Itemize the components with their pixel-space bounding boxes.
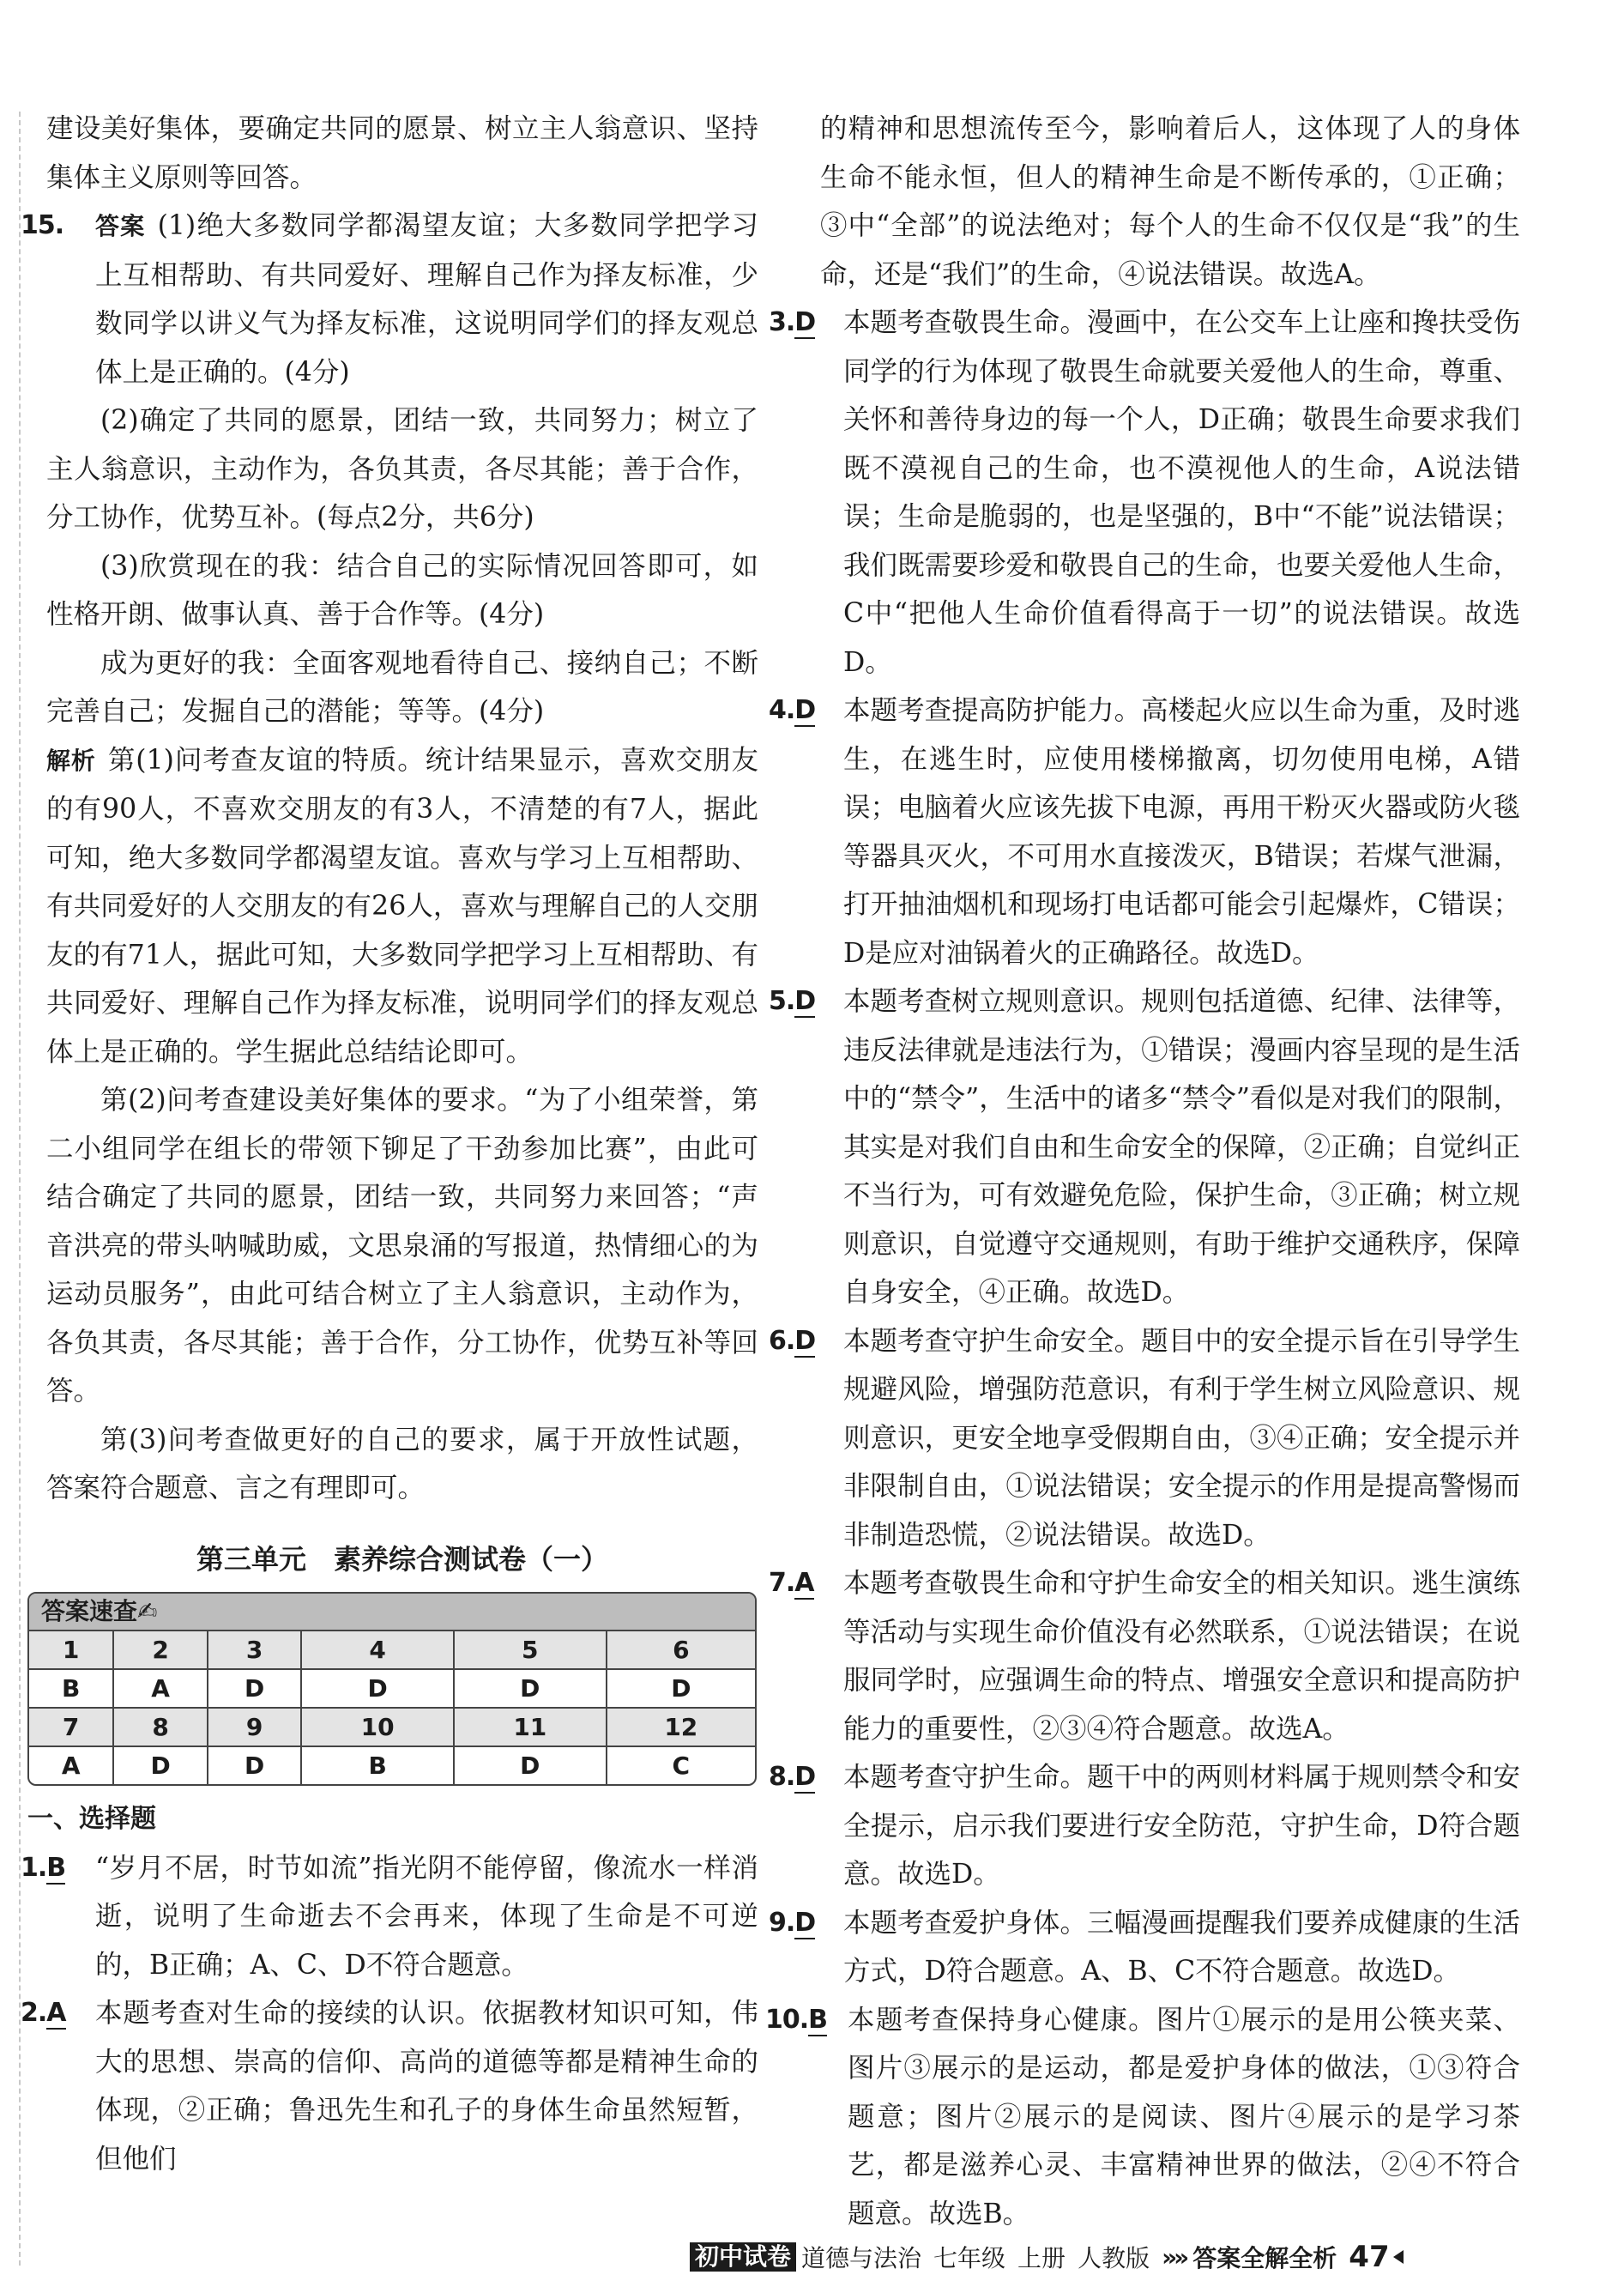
- table-cell: D: [454, 1669, 607, 1708]
- q2-continuation: 的精神和思想流传至今，影响着后人，这体现了人的身体生命不能永恒，但人的精神生命是不断传承的，①正确；③中“全部”的说法绝对；每个人的生命不仅仅是“我”的生命，还是“我们”的生命，④说法错误。故选A。: [820, 113, 1520, 290]
- table-cell: D: [454, 1746, 607, 1784]
- question-explanation: 本题考查提高防护能力。高楼起火应以生命为重，及时逃生，在逃生时，应使用楼梯撤离，切勿使用电梯，A错误；电脑着火应该先拔下电源，再用干粉灭火器或防火毯等器具灭火，不可用水直接泼灭，B错误；若煤气泄漏，打开抽油烟机和现场打电话都可能会引起爆炸，C错误；D是应对油锅着火的正确路径。故选D。: [843, 695, 1520, 969]
- brand-logo: 初中试卷: [690, 2242, 796, 2272]
- question-15: [21, 202, 758, 396]
- answer-letter: B: [46, 1852, 66, 1883]
- table-cell: 4: [301, 1631, 454, 1669]
- table-cell: 6: [607, 1631, 755, 1669]
- answer-letter: A: [46, 1998, 66, 2028]
- table-cell: 7: [29, 1708, 113, 1746]
- table-row: [29, 1746, 755, 1784]
- question-explanation: 本题考查守护生命。题干中的两则材料属于规则禁令和安全提示，启示我们要进行安全防范，守护生命，D符合题意。故选D。: [843, 1762, 1520, 1890]
- answer-letter: B: [808, 2004, 828, 2035]
- answer-tag: 答案: [95, 212, 146, 240]
- answer-grid: [29, 1630, 755, 1784]
- question-explanation: 本题考查爱护身体。三幅漫画提醒我们要养成健康的生活方式，D符合题意。A、B、C不符合题意。故选D。: [843, 1907, 1520, 1987]
- table-cell: 8: [113, 1708, 208, 1746]
- analysis-tag: 解析: [46, 746, 96, 775]
- answer-letter: D: [794, 986, 816, 1016]
- right-column: [765, 105, 1520, 2238]
- table-cell: 9: [208, 1708, 302, 1746]
- question-explanation: 本题考查对生命的接续的认识。依据教材知识可知，伟大的思想、崇高的信仰、高尚的道德等都是精神生命的体现，②正确；鲁迅先生和孔子的身体生命虽然短暂，但他们: [95, 1998, 758, 2175]
- question-explanation: 本题考查敬畏生命和守护生命安全的相关知识。逃生演练等活动与实现生命价值没有必然联系，①说法错误；在说服同学时，应强调生命的特点、增强安全意识和提高防护能力的重要性，②③④符合题意。故选A。: [843, 1568, 1520, 1745]
- question-explanation: 本题考查守护生命安全。题目中的安全提示旨在引导学生规避风险，增强防范意识，有利于学生树立风险意识、规则意识，更安全地享受假期自由，③④正确；安全提示并非限制自由，①说法错误；安全提示的作用是提高警惕而非制造恐慌，②说法错误。故选D。: [843, 1325, 1520, 1551]
- question-7: [769, 1559, 1520, 1753]
- column-divider: [19, 112, 21, 2266]
- question-number: 8.D: [769, 1762, 816, 1792]
- table-cell: 10: [301, 1708, 454, 1746]
- question-explanation: 本题考查敬畏生命。漫画中，在公交车上让座和搀扶受伤同学的行为体现了敬畏生命就要关爱他人的生命，尊重、关怀和善待身边的每一个人，D正确；敬畏生命要求我们既不漠视自己的生命，也不漠视他人的生命，A说法错误；生命是脆弱的，也是坚强的，B中“不能”说法错误；我们既需要珍爱和敬畏自己的生命，也要关爱他人生命，C中“把他人生命价值看得高于一切”的说法错误。故选D。: [843, 307, 1520, 678]
- answer-letter: D: [794, 1762, 816, 1792]
- question-2: [21, 1989, 758, 2183]
- table-cell: D: [301, 1669, 454, 1708]
- answer-quick-title: 答案速查✍: [29, 1594, 755, 1630]
- question-explanation: 本题考查保持身心健康。图片①展示的是用公筷夹菜、图片③展示的是运动，都是爱护身体的做法，①③符合题意；图片②展示的是阅读、图片④展示的是学习茶艺，都是滋养心灵、丰富精神世界的做法，②④不符合题意。故选B。: [848, 2004, 1520, 2230]
- question-number: 3.D: [769, 307, 816, 337]
- question-number: 5.D: [769, 986, 816, 1016]
- question-number: 15.: [21, 210, 64, 240]
- q15-answer-part3: (3)欣赏现在的我：结合自己的实际情况回答即可，如性格开朗、做事认真、善于合作等。(4分): [46, 550, 758, 630]
- table-cell: D: [208, 1746, 302, 1784]
- question-explanation: 本题考查树立规则意识。规则包括道德、纪律、法律等，违反法律就是违法行为，①错误；漫画内容呈现的是生活中的“禁令”，生活中的诸多“禁令”看似是对我们的限制，其实是对我们自由和生命安全的保障，②正确；自觉纠正不当行为，可有效避免危险，保护生命，③正确；树立规则意识，自觉遵守交通规则，有助于维护交通秩序，保障自身安全，④正确。故选D。: [843, 986, 1520, 1308]
- question-4: [769, 687, 1520, 977]
- table-row: [29, 1708, 755, 1746]
- section-title: 一、选择题: [27, 1803, 156, 1834]
- q15-analysis-3: 第(3)问考查做更好的自己的要求，属于开放性试题，答案符合题意、言之有理即可。: [46, 1424, 758, 1503]
- answer-letter: A: [794, 1568, 814, 1598]
- footer-edition: 人教版: [1078, 2244, 1150, 2272]
- table-cell: D: [607, 1669, 755, 1708]
- answer-quick-table: [27, 1592, 757, 1786]
- question-number: 9.D: [769, 1907, 816, 1938]
- answer-letter: D: [794, 695, 816, 725]
- q15-answer-part4: 成为更好的我：全面客观地看待自己、接纳自己；不断完善自己；发掘自己的潜能；等等。(4分): [46, 647, 758, 727]
- page-number: 47: [1349, 2240, 1390, 2274]
- question-5: [769, 977, 1520, 1317]
- question-number: 10.B: [765, 2004, 828, 2035]
- question-number: 2.A: [21, 1998, 66, 2028]
- table-cell: 5: [454, 1631, 607, 1669]
- q15-analysis-2: 第(2)问考查建设美好集体的要求。“为了小组荣誉，第二小组同学在组长的带领下铆足了干劲参加比赛”，由此可结合确定了共同的愿景，团结一致，共同努力来回答；“声音洪亮的带头呐喊助威，文思泉涌的写报道，热情细心的为运动员服务”，由此可结合树立了主人翁意识，主动作为，各负其责，各尽其能；善于合作，分工协作，优势互补等回答。: [46, 1085, 758, 1407]
- question-explanation: “岁月不居，时节如流”指光阴不能停留，像流水一样消逝，说明了生命逝去不会再来，体现了生命是不可逆的，B正确；A、C、D不符合题意。: [95, 1852, 758, 1981]
- page-footer: [690, 2238, 1404, 2276]
- answer-letter: D: [794, 1325, 816, 1356]
- table-cell: 1: [29, 1631, 113, 1669]
- table-cell: B: [301, 1746, 454, 1784]
- question-number: 6.D: [769, 1325, 816, 1356]
- q15-answer-part1: (1)绝大多数同学都渴望友谊；大多数同学把学习上互相帮助、有共同爱好、理解自己作为择友标准，少数同学以讲义气为择友标准，这说明同学们的择友观总体上是正确的。(4分): [95, 210, 758, 388]
- footer-label: 答案全解全析: [1192, 2244, 1337, 2272]
- table-cell: 3: [208, 1631, 302, 1669]
- answer-letter: D: [794, 307, 816, 337]
- question-3: [769, 299, 1520, 687]
- q15-answer-part2: (2)确定了共同的愿景，团结一致，共同努力；树立了主人翁意识，主动作为，各负其责，各尽其能；善于合作，分工协作，优势互补。(每点2分，共6分): [46, 405, 758, 533]
- footer-grade: 七年级: [933, 2244, 1006, 2272]
- answer-letter: D: [794, 1907, 816, 1938]
- table-cell: D: [208, 1669, 302, 1708]
- unit-title: 第三单元 素养综合测试卷（一）: [196, 1542, 608, 1576]
- question-number: 4.D: [769, 695, 816, 725]
- footer-volume: 上册: [1017, 2244, 1066, 2272]
- table-cell: 11: [454, 1708, 607, 1746]
- table-cell: 2: [113, 1631, 208, 1669]
- question-9: [769, 1899, 1520, 1996]
- question-6: [769, 1317, 1520, 1560]
- table-row: [29, 1631, 755, 1669]
- triangle-left-icon: [1393, 2250, 1404, 2264]
- table-cell: A: [113, 1669, 208, 1708]
- question-10: [765, 1996, 1520, 2239]
- table-cell: C: [607, 1746, 755, 1784]
- table-cell: A: [29, 1746, 113, 1784]
- table-row: [29, 1669, 755, 1708]
- left-column: [21, 105, 758, 2183]
- footer-subject: 道德与法治: [801, 2244, 922, 2272]
- question-number: 1.B: [21, 1852, 66, 1883]
- table-cell: 12: [607, 1708, 755, 1746]
- question-number: 7.A: [769, 1568, 814, 1598]
- table-cell: D: [113, 1746, 208, 1784]
- question-1: [21, 1844, 758, 1990]
- double-chevron-icon: »»: [1162, 2242, 1186, 2272]
- question-8: [769, 1753, 1520, 1899]
- q14-continuation: 建设美好集体，要确定共同的愿景、树立主人翁意识、坚持集体主义原则等回答。: [46, 113, 758, 193]
- q15-analysis-1: 第(1)问考查友谊的特质。统计结果显示，喜欢交朋友的有90人，不喜欢交朋友的有3人，不清楚的有7人，据此可知，绝大多数同学都渴望友谊。喜欢与学习上互相帮助、有共同爱好的人交朋友的有26人，喜欢与理解自己的人交朋友的有71人，据此可知，大多数同学把学习上互相帮助、有共同爱好、理解自己作为择友标准，说明同学们的择友观总体上是正确的。学生据此总结结论即可。: [46, 744, 758, 1068]
- table-cell: B: [29, 1669, 113, 1708]
